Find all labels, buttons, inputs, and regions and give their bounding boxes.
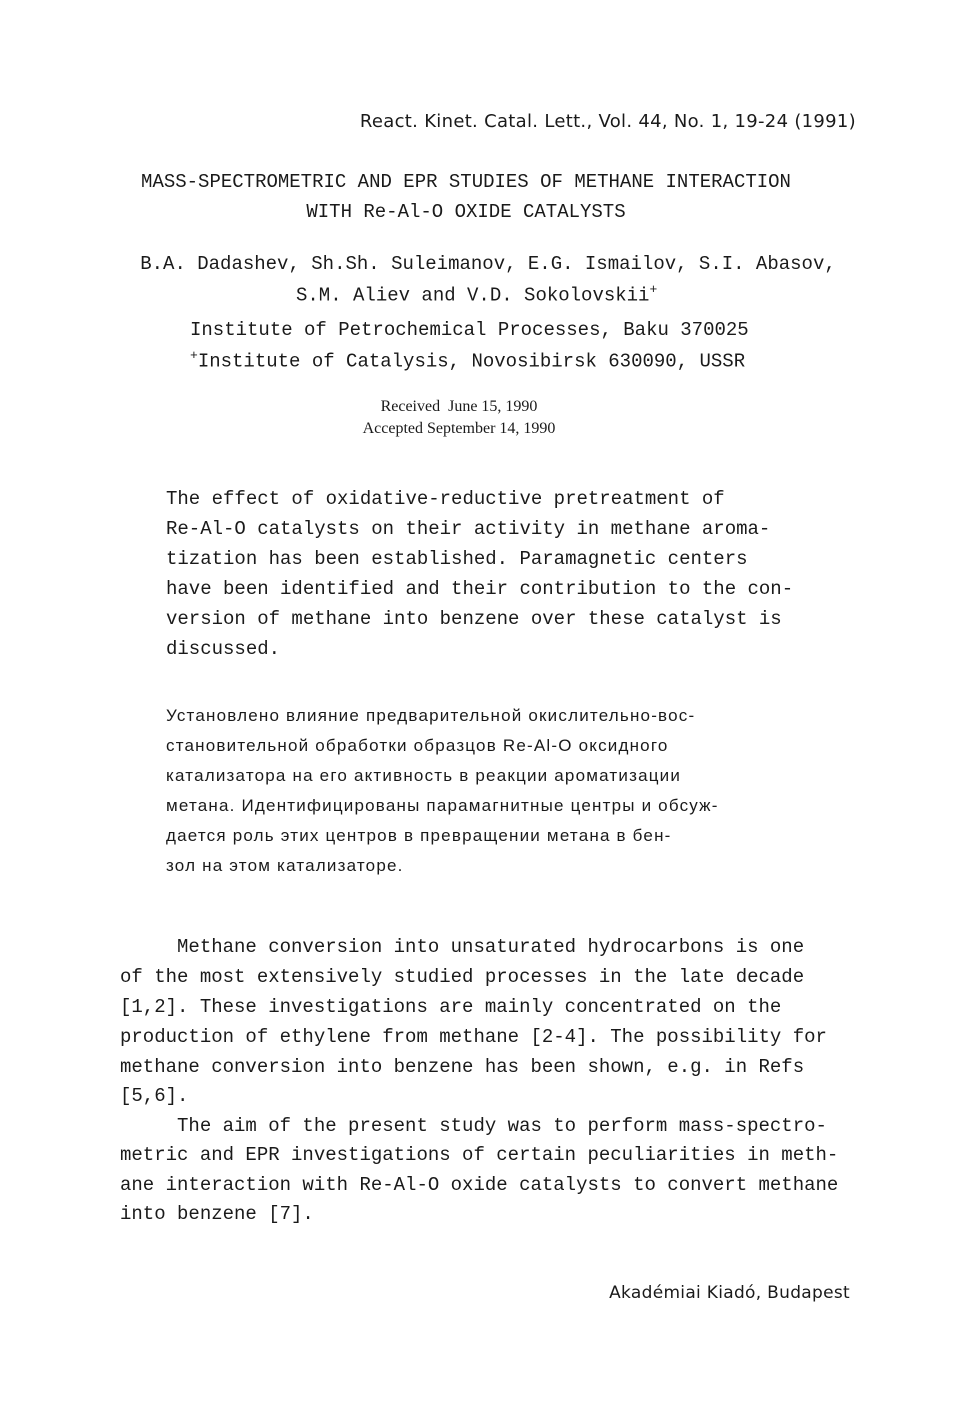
abstract-ru-line: метана. Идентифицированы парамагнитные центры и обсуж-: [166, 796, 719, 815]
body-line: ane interaction with Re-Al-O oxide catalysts to convert methane: [120, 1174, 839, 1196]
abstract-en-line: The effect of oxidative-reductive pretreatment of: [166, 488, 725, 510]
abstract-en-line: Re-Al-O catalysts on their activity in methane aroma-: [166, 518, 771, 540]
title-line-1: MASS-SPECTROMETRIC AND EPR STUDIES OF METHANE INTERACTION: [141, 171, 791, 193]
journal-reference: React. Kinet. Catal. Lett., Vol. 44, No. 1, 19-24 (1991): [359, 111, 856, 132]
authors-line-1: B.A. Dadashev, Sh.Sh. Suleimanov, E.G. Ismailov, S.I. Abasov,: [140, 253, 836, 275]
abstract-ru-line: дается роль этих центров в превращении метана в бен-: [166, 826, 672, 845]
abstract-en-line: discussed.: [166, 638, 281, 660]
body-line: Methane conversion into unsaturated hydrocarbons is one: [120, 936, 805, 958]
affiliation-line-2-text: Institute of Catalysis, Novosibirsk 630090, USSR: [197, 350, 746, 373]
body-line: production of ethylene from methane [2-4]. The possibility for: [120, 1026, 827, 1048]
authors-line-2: [296, 282, 657, 306]
accepted-date: Accepted September 14, 1990: [362, 420, 556, 437]
body-line: [5,6].: [120, 1085, 189, 1107]
abstract-ru-line: Установлено влияние предварительной окислительно-вос-: [166, 706, 696, 725]
publisher-footer: Akadémiai Kiadó, Budapest: [609, 1283, 850, 1303]
body-line: of the most extensively studied processes in the late decade: [120, 966, 805, 988]
body-line: methane conversion into benzene has been shown, e.g. in Refs: [120, 1056, 805, 1078]
abstract-ru-line: становительной обработки образцов Re-Al-O оксидного: [166, 736, 669, 755]
affiliation-line-1: Institute of Petrochemical Processes, Baku 370025: [190, 319, 749, 341]
author-affiliation-mark: +: [649, 282, 658, 297]
affiliation-mark: +: [190, 348, 198, 363]
abstract-ru-line: зол на этом катализаторе.: [166, 856, 404, 875]
abstract-en-line: tization has been established. Paramagnetic centers: [166, 548, 748, 570]
received-date: Received June 15, 1990: [380, 398, 538, 415]
abstract-en-line: have been identified and their contribution to the con-: [166, 578, 794, 600]
title-line-2: WITH Re-Al-O OXIDE CATALYSTS: [306, 201, 626, 223]
body-line: into benzene [7].: [120, 1203, 314, 1225]
body-line: The aim of the present study was to perform mass-spectro-: [120, 1115, 827, 1137]
affiliation-line-2: [190, 348, 745, 372]
abstract-en-line: version of methane into benzene over these catalyst is: [166, 608, 782, 630]
body-line: metric and EPR investigations of certain peculiarities in meth-: [120, 1144, 839, 1166]
abstract-ru-line: катализатора на его активность в реакции ароматизации: [166, 766, 682, 785]
authors-line-2-text: S.M. Aliev and V.D. Sokolovskii: [296, 284, 650, 307]
body-line: [1,2]. These investigations are mainly concentrated on the: [120, 996, 782, 1018]
